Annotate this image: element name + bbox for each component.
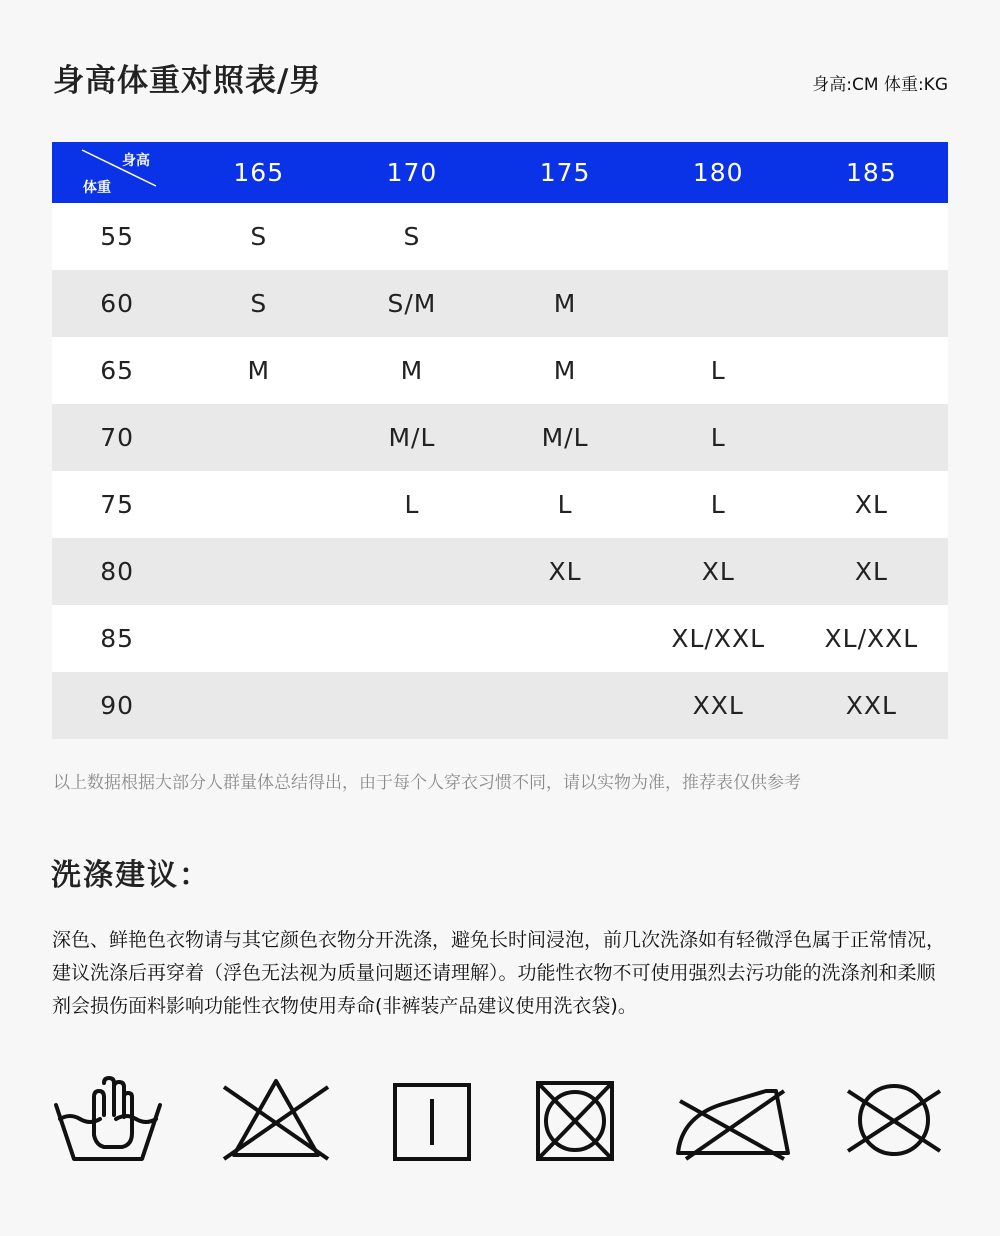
size-cell: L bbox=[710, 423, 726, 452]
size-cell: M bbox=[553, 356, 577, 385]
table-header-row bbox=[52, 142, 948, 203]
weight-cell: 60 bbox=[100, 289, 134, 318]
weight-cell: 55 bbox=[100, 222, 134, 251]
height-header: 180 bbox=[692, 158, 744, 187]
table-row bbox=[52, 471, 948, 538]
size-cell: S bbox=[403, 222, 421, 251]
no-dry-clean-icon bbox=[842, 1075, 946, 1165]
size-cell: L bbox=[710, 356, 726, 385]
weight-cell: 70 bbox=[100, 423, 134, 452]
weight-cell: 75 bbox=[100, 490, 134, 519]
size-cell: S bbox=[250, 222, 268, 251]
table-row bbox=[52, 605, 948, 672]
table-row bbox=[52, 672, 948, 739]
table-row bbox=[52, 203, 948, 270]
disclaimer-note: 以上数据根据大部分人群量体总结得出，由于每个人穿衣习惯不同，请以实物为准，推荐表仅供参考 bbox=[53, 773, 801, 793]
size-cell: M bbox=[400, 356, 424, 385]
size-cell: XL bbox=[548, 557, 582, 586]
height-header: 185 bbox=[846, 158, 897, 187]
weight-cell: 85 bbox=[100, 624, 134, 653]
table-row bbox=[52, 404, 948, 471]
size-table bbox=[52, 142, 948, 739]
size-cell: XL/XXL bbox=[671, 624, 766, 653]
height-header: 165 bbox=[233, 158, 285, 187]
no-iron-icon bbox=[672, 1075, 792, 1165]
weight-cell: 80 bbox=[100, 557, 134, 586]
size-cell: XL bbox=[854, 490, 888, 519]
size-cell: L bbox=[404, 490, 420, 519]
wash-instructions: 深色、鲜艳色衣物请与其它颜色衣物分开洗涤，避免长时间浸泡，前几次洗涤如有轻微浮色属于正常情况，建议洗涤后再穿着（浮色无法视为质量问题还请理解）。功能性衣物不可使用强烈去污功能的洗涤剂和柔顺剂会损伤面料影响功能性衣物使用寿命(非裤装产品建议使用洗衣袋)。 bbox=[52, 929, 946, 1017]
size-cell: L bbox=[710, 490, 726, 519]
diagonal-line bbox=[52, 142, 188, 203]
size-cell: M bbox=[553, 289, 577, 318]
table-row bbox=[52, 337, 948, 404]
size-cell: S bbox=[250, 289, 268, 318]
wash-title: 洗涤建议： bbox=[51, 858, 211, 893]
size-cell: L bbox=[557, 490, 573, 519]
size-cell: XL bbox=[701, 557, 735, 586]
size-cell: S/M bbox=[387, 289, 437, 318]
hand-wash-icon bbox=[52, 1075, 164, 1165]
size-cell: M bbox=[247, 356, 271, 385]
page-title: 身高体重对照表/男 bbox=[53, 63, 322, 99]
size-cell: M/L bbox=[541, 423, 589, 452]
table-row bbox=[52, 538, 948, 605]
height-header: 170 bbox=[386, 158, 438, 187]
units-label: 身高:CM 体重:KG bbox=[812, 75, 948, 95]
size-cell: XL bbox=[854, 557, 888, 586]
weight-cell: 90 bbox=[100, 691, 134, 720]
line-dry-icon bbox=[392, 1075, 472, 1165]
size-cell: M/L bbox=[388, 423, 436, 452]
size-cell: XXL bbox=[845, 691, 897, 720]
height-header: 175 bbox=[539, 158, 591, 187]
care-icons bbox=[52, 1075, 952, 1195]
size-cell: XXL bbox=[692, 691, 744, 720]
no-tumble-dry-icon bbox=[534, 1075, 618, 1165]
size-cell: XL/XXL bbox=[824, 624, 919, 653]
corner-weight-label: 体重 bbox=[83, 180, 111, 196]
no-bleach-icon bbox=[220, 1075, 332, 1165]
corner-cell bbox=[52, 142, 182, 203]
weight-cell: 65 bbox=[100, 356, 134, 385]
corner-height-label: 身高 bbox=[122, 153, 150, 169]
table-row bbox=[52, 270, 948, 337]
